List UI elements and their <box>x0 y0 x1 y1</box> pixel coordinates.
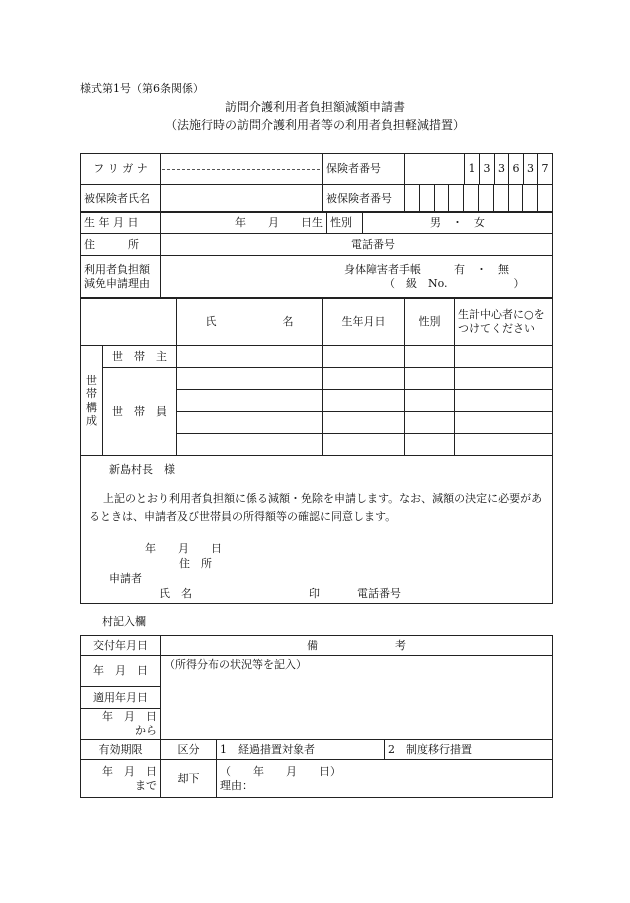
issue-date-label: 交付年月日 <box>81 636 161 656</box>
table-cell[interactable] <box>323 390 405 412</box>
reason-label-line: 利用者負担額 <box>84 262 150 276</box>
sex-choice[interactable]: 男 ・ 女 <box>363 212 553 234</box>
class-label: 区分 <box>161 740 217 760</box>
declaration-text: 上記のとおり利用者負担額に係る減額・免除を申請します。なお、減額の決定に必要があるときは、申請者及び世帯員の所得額等の確認に同意します。 <box>89 492 543 523</box>
seal-mark: 印 <box>309 587 320 600</box>
applicant-info-table <box>80 153 553 213</box>
sex-label: 性別 <box>327 212 363 234</box>
table-cell[interactable] <box>177 412 323 434</box>
table-cell[interactable] <box>177 434 323 456</box>
address-label: 住 所 <box>81 234 161 256</box>
apply-date-field[interactable]: 年 月 日 から <box>81 709 161 740</box>
col-sex-header: 性別 <box>405 299 455 346</box>
office-section-title: 村記入欄 <box>102 615 146 628</box>
birthdate-label: 生 年 月 日 <box>81 212 161 234</box>
table-cell[interactable] <box>405 412 455 434</box>
table-cell[interactable] <box>405 368 455 390</box>
insurer-digit: 6 <box>509 154 524 185</box>
insurer-number-label: 保険者番号 <box>323 154 405 185</box>
insurer-number-blank <box>405 154 465 185</box>
table-cell[interactable] <box>455 390 553 412</box>
table-cell[interactable] <box>405 434 455 456</box>
furigana-label: フ リ ガ ナ <box>81 154 161 185</box>
reason-label <box>81 256 161 298</box>
table-cell[interactable] <box>177 346 323 368</box>
col-main-earner-header: 生計中心者に○をつけてください <box>455 299 553 346</box>
insured-name-field[interactable] <box>161 185 323 213</box>
remarks-field[interactable] <box>161 656 553 740</box>
reject-field[interactable] <box>217 760 553 798</box>
applicant-address-label: 住 所 <box>179 557 212 570</box>
insured-number-field[interactable] <box>405 185 553 213</box>
insurer-digit: 3 <box>524 154 538 185</box>
insured-number-label: 被保険者番号 <box>323 185 405 213</box>
birthdate-field[interactable]: 年 月 日生 <box>161 212 327 234</box>
birth-address-table <box>80 211 553 298</box>
form-subtitle: （法施行時の訪問介護利用者等の利用者負担軽減措置） <box>164 118 465 132</box>
table-cell[interactable] <box>455 412 553 434</box>
household-table <box>80 298 553 604</box>
table-cell[interactable] <box>405 346 455 368</box>
insurer-digit: 3 <box>480 154 495 185</box>
remarks-header: 備 考 <box>161 636 553 656</box>
household-section-label: 世 帯 構 成 <box>81 346 103 456</box>
reject-label: 却下 <box>161 760 217 798</box>
table-cell[interactable] <box>405 390 455 412</box>
remarks-note: （所得分布の状況等を記入） <box>164 658 307 671</box>
class-option-2[interactable]: 2 制度移行措置 <box>385 740 553 760</box>
table-cell[interactable] <box>323 346 405 368</box>
apply-date-label: 適用年月日 <box>81 687 161 709</box>
furigana-divider <box>162 169 320 170</box>
class-option-1[interactable]: 1 経過措置対象者 <box>217 740 385 760</box>
valid-until-label: 有効期限 <box>81 740 161 760</box>
table-cell[interactable] <box>455 346 553 368</box>
table-cell[interactable] <box>323 412 405 434</box>
reject-date: （ 年 月 日） <box>220 764 341 778</box>
valid-until-field[interactable]: 年 月 日 まで <box>81 760 161 798</box>
table-cell[interactable] <box>323 368 405 390</box>
reject-reason: 理由： <box>220 778 253 792</box>
disability-certificate: 身体障害者手帳 有 ・ 無 <box>344 262 509 276</box>
insured-name-label: 被保険者氏名 <box>81 185 161 213</box>
declaration-box <box>81 456 553 604</box>
table-cell[interactable] <box>455 434 553 456</box>
household-member-label: 世 帯 員 <box>103 368 177 456</box>
application-date[interactable]: 年 月 日 <box>145 542 222 555</box>
table-cell[interactable] <box>177 368 323 390</box>
insurer-digit: 1 <box>465 154 480 185</box>
household-head-label: 世 帯 主 <box>103 346 177 368</box>
applicant-phone-label: 電話番号 <box>357 587 401 600</box>
applicant-name-label: 氏 名 <box>159 587 192 600</box>
col-name-header: 氏 名 <box>177 299 323 346</box>
issue-date-field[interactable]: 年 月 日 <box>81 656 161 687</box>
addressee: 新島村長 様 <box>109 463 175 476</box>
reason-field[interactable] <box>161 256 553 298</box>
office-use-table <box>80 635 553 798</box>
phone-label: 電話番号 <box>351 237 395 251</box>
reason-label-line: 減免申請理由 <box>84 276 150 290</box>
table-cell[interactable] <box>455 368 553 390</box>
disability-grade: （ 級 No. ） <box>384 276 525 290</box>
table-cell[interactable] <box>323 434 405 456</box>
insurer-digit: 7 <box>538 154 553 185</box>
col-birth-header: 生年月日 <box>323 299 405 346</box>
form-number: 様式第1号（第6条関係） <box>80 82 204 95</box>
insurer-digit: 3 <box>495 154 509 185</box>
applicant-label: 申請者 <box>109 572 142 585</box>
address-field[interactable] <box>161 234 553 256</box>
form-title: 訪問介護利用者負担額減額申請書 <box>224 100 405 114</box>
table-cell[interactable] <box>177 390 323 412</box>
